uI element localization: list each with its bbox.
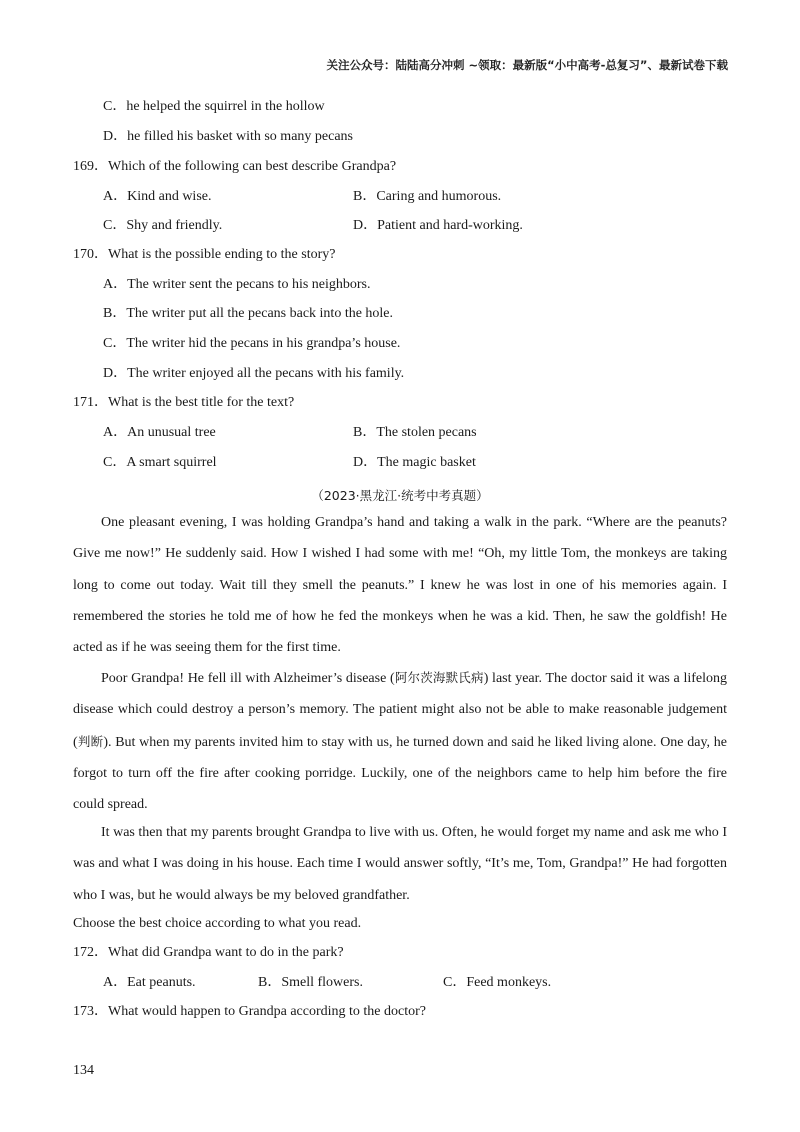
q171-option-a: A．An unusual tree [103, 425, 216, 440]
q168-option-d: D．he filled his basket with so many pecans [103, 129, 354, 144]
q169-option-d: D．Patient and hard-working. [353, 218, 523, 233]
q169-stem: 169．Which of the following can best describe Grandpa? [73, 159, 397, 174]
q170-stem: 170．What is the possible ending to the story? [73, 247, 336, 262]
q172-option-a: A．Eat peanuts. [103, 975, 196, 990]
q171-option-b: B．The stolen pecans [353, 425, 477, 440]
q170-option-b: B．The writer put all the pecans back into the hole. [103, 306, 394, 321]
q170-option-d: D．The writer enjoyed all the pecans with his family. [103, 366, 405, 381]
q172-option-c: C．Feed monkeys. [443, 975, 552, 990]
page-header-banner: 关注公众号：陆陆高分冲刺 ~领取：最新版“小中高考-总复习”、最新试卷下载 [326, 58, 728, 72]
q168-option-c: C．he helped the squirrel in the hollow [103, 99, 325, 114]
instruction-text: Choose the best choice according to what you read. [73, 916, 362, 931]
q170-option-a: A．The writer sent the pecans to his neighbors. [103, 277, 371, 292]
q169-option-c: C．Shy and friendly. [103, 218, 223, 233]
passage-p2-part-a: Poor Grandpa! He fell ill with Alzheimer’s disease ( [101, 671, 395, 686]
passage-p2-part-c: ). But when my parents invited him to stay with us, he turned down and said he liked living alone. One day, he forgot to turn off the fire after cooking porridge. Luckily, one of the neighbors came to help him before the fire could spread. [73, 734, 727, 813]
passage-paragraph-1: One pleasant evening, I was holding Grandpa’s hand and taking a walk in the park. “Where are the peanuts? Give me now!” He suddenly said. How I wished I had some with me! “Oh, my little Tom, the monkeys are taking long to come out today. Wait till they smell the peanuts.” I knew he was lost in one of his memories again. I remembered the stories he told me of how he fed the monkeys when he was a kid. Then, he saw the goldfish! He acted as if he was seeing them for the first time. [73, 515, 727, 656]
q169-option-b: B．Caring and humorous. [353, 189, 502, 204]
page-number: 134 [73, 1063, 94, 1078]
q173-stem: 173．What would happen to Grandpa according to the doctor? [73, 1004, 427, 1019]
q172-stem: 172．What did Grandpa want to do in the park? [73, 945, 344, 960]
passage-p2-part-b: ) last year. The doctor said it was a lifelong disease which could destroy a person’s memory. The patient might also not be able to make reasonable judgement ( [73, 671, 727, 750]
q171-option-c: C．A smart squirrel [103, 455, 217, 470]
q169-option-a: A．Kind and wise. [103, 189, 212, 204]
q171-option-d: D．The magic basket [353, 455, 476, 470]
q172-option-b: B．Smell flowers. [258, 975, 363, 990]
passage-paragraph-3: It was then that my parents brought Grandpa to live with us. Often, he would forget my name and ask me who I was and what I was doing in his house. Each time I would answer softly, “It’s me, Tom, Grandpa!” He had forgotten who I was, but he would always be my beloved grandfather. [73, 825, 727, 903]
passage-p2-chinese-gloss-1: 阿尔茨海默氏病 [394, 670, 484, 685]
q171-stem: 171．What is the best title for the text? [73, 395, 295, 410]
q170-option-c: C．The writer hid the pecans in his grandpa’s house. [103, 336, 401, 351]
passage-p2-chinese-gloss-2: 判断 [77, 733, 104, 749]
passage-paragraph-2 [73, 662, 727, 820]
passage-source: （2023·黑龙江·统考中考真题） [311, 488, 489, 503]
